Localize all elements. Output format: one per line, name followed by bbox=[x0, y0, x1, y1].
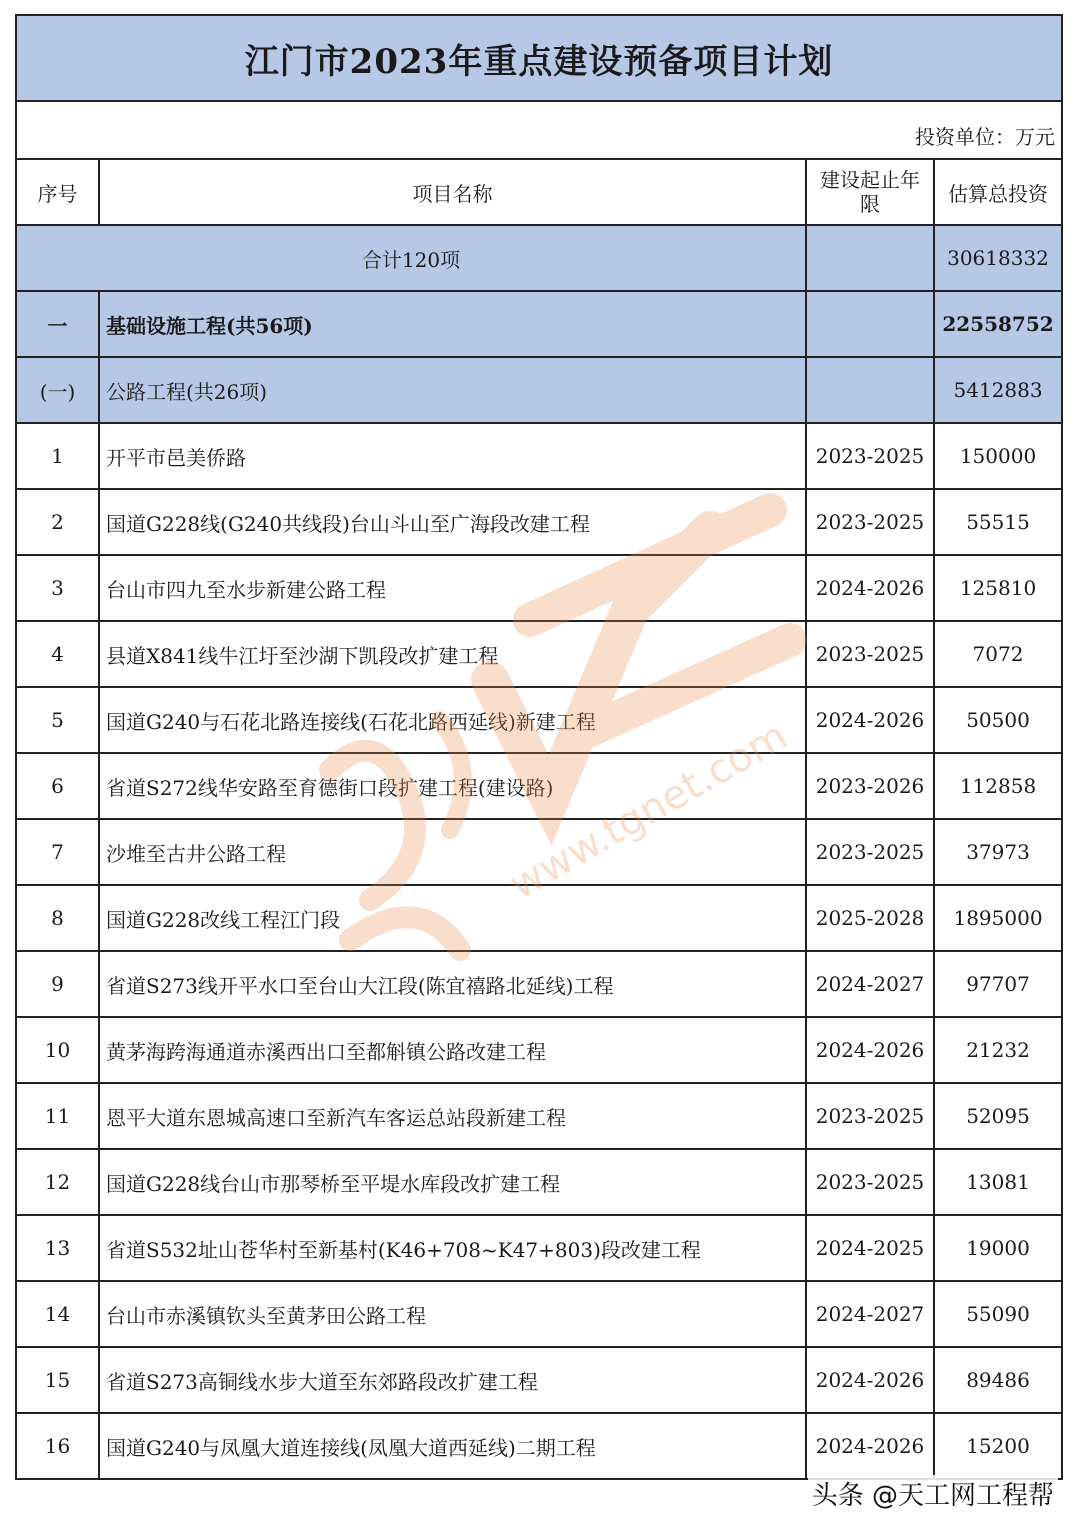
row-index: 7 bbox=[16, 819, 99, 885]
row-name: 国道G228线(G240共线段)台山斗山至广海段改建工程 bbox=[99, 489, 806, 555]
row-index: 3 bbox=[16, 555, 99, 621]
watermark-url: www.tgnet.com bbox=[502, 712, 796, 909]
row-period: 2024-2026 bbox=[806, 1347, 934, 1413]
row-investment: 89486 bbox=[934, 1347, 1062, 1413]
project-table bbox=[15, 14, 1063, 1480]
row-investment: 55515 bbox=[934, 489, 1062, 555]
total-label: 合计120项 bbox=[16, 225, 806, 291]
row-period: 2023-2025 bbox=[806, 819, 934, 885]
row-period: 2023-2025 bbox=[806, 621, 934, 687]
table-row bbox=[16, 951, 1062, 1017]
row-investment: 21232 bbox=[934, 1017, 1062, 1083]
section-name: 基础设施工程(共56项) bbox=[99, 291, 806, 357]
row-name: 国道G228线台山市那琴桥至平堤水库段改扩建工程 bbox=[99, 1149, 806, 1215]
row-period: 2024-2026 bbox=[806, 687, 934, 753]
row-name: 国道G240与石花北路连接线(石花北路西延线)新建工程 bbox=[99, 687, 806, 753]
table-row bbox=[16, 1281, 1062, 1347]
row-name: 省道S272线华安路至育德街口段扩建工程(建设路) bbox=[99, 753, 806, 819]
row-period: 2025-2028 bbox=[806, 885, 934, 951]
row-name: 台山市四九至水步新建公路工程 bbox=[99, 555, 806, 621]
row-period: 2023-2025 bbox=[806, 1083, 934, 1149]
table-row bbox=[16, 423, 1062, 489]
section-investment: 22558752 bbox=[934, 291, 1062, 357]
row-period: 2024-2026 bbox=[806, 555, 934, 621]
row-investment: 97707 bbox=[934, 951, 1062, 1017]
table-row bbox=[16, 621, 1062, 687]
plan-sheet bbox=[15, 14, 1061, 1480]
row-investment: 37973 bbox=[934, 819, 1062, 885]
row-name: 开平市邑美侨路 bbox=[99, 423, 806, 489]
row-investment: 13081 bbox=[934, 1149, 1062, 1215]
row-name: 县道X841线牛江圩至沙湖下凯段改扩建工程 bbox=[99, 621, 806, 687]
row-index: 5 bbox=[16, 687, 99, 753]
header-period: 建设起止年限 bbox=[806, 159, 934, 225]
row-investment: 19000 bbox=[934, 1215, 1062, 1281]
row-investment: 125810 bbox=[934, 555, 1062, 621]
header-investment: 估算总投资 bbox=[934, 159, 1062, 225]
table-row bbox=[16, 1083, 1062, 1149]
row-investment: 7072 bbox=[934, 621, 1062, 687]
row-investment: 112858 bbox=[934, 753, 1062, 819]
subsection-investment: 5412883 bbox=[934, 357, 1062, 423]
total-period bbox=[806, 225, 934, 291]
row-investment: 15200 bbox=[934, 1413, 1062, 1479]
row-name: 省道S273线开平水口至台山大江段(陈宜禧路北延线)工程 bbox=[99, 951, 806, 1017]
subsection-name: 公路工程(共26项) bbox=[99, 357, 806, 423]
row-name: 恩平大道东恩城高速口至新汽车客运总站段新建工程 bbox=[99, 1083, 806, 1149]
row-index: 9 bbox=[16, 951, 99, 1017]
row-name: 黄茅海跨海通道赤溪西出口至都斛镇公路改建工程 bbox=[99, 1017, 806, 1083]
row-investment: 50500 bbox=[934, 687, 1062, 753]
table-row bbox=[16, 885, 1062, 951]
header-index: 序号 bbox=[16, 159, 99, 225]
table-row bbox=[16, 1413, 1062, 1479]
total-investment: 30618332 bbox=[934, 225, 1062, 291]
subsection-period bbox=[806, 357, 934, 423]
row-period: 2024-2026 bbox=[806, 1413, 934, 1479]
row-index: 15 bbox=[16, 1347, 99, 1413]
title-row bbox=[16, 15, 1062, 101]
header-name: 项目名称 bbox=[99, 159, 806, 225]
row-index: 10 bbox=[16, 1017, 99, 1083]
table-row bbox=[16, 489, 1062, 555]
row-investment: 55090 bbox=[934, 1281, 1062, 1347]
table-row bbox=[16, 687, 1062, 753]
row-period: 2023-2025 bbox=[806, 423, 934, 489]
table-row bbox=[16, 555, 1062, 621]
row-name: 国道G228改线工程江门段 bbox=[99, 885, 806, 951]
page-title: 江门市2023年重点建设预备项目计划 bbox=[16, 15, 1062, 101]
row-index: 1 bbox=[16, 423, 99, 489]
row-index: 8 bbox=[16, 885, 99, 951]
table-row bbox=[16, 1347, 1062, 1413]
row-index: 12 bbox=[16, 1149, 99, 1215]
row-investment: 1895000 bbox=[934, 885, 1062, 951]
row-period: 2023-2025 bbox=[806, 1149, 934, 1215]
subsection-index: (一) bbox=[16, 357, 99, 423]
section-row bbox=[16, 291, 1062, 357]
unit-row bbox=[16, 101, 1062, 159]
section-period bbox=[806, 291, 934, 357]
header-row bbox=[16, 159, 1062, 225]
row-period: 2023-2025 bbox=[806, 489, 934, 555]
row-period: 2024-2025 bbox=[806, 1215, 934, 1281]
subsection-row bbox=[16, 357, 1062, 423]
total-row bbox=[16, 225, 1062, 291]
table-row bbox=[16, 819, 1062, 885]
row-name: 省道S273高铜线水步大道至东郊路段改扩建工程 bbox=[99, 1347, 806, 1413]
row-name: 国道G240与凤凰大道连接线(凤凰大道西延线)二期工程 bbox=[99, 1413, 806, 1479]
row-period: 2024-2026 bbox=[806, 1017, 934, 1083]
table-row bbox=[16, 1215, 1062, 1281]
row-investment: 150000 bbox=[934, 423, 1062, 489]
row-period: 2024-2027 bbox=[806, 1281, 934, 1347]
row-period: 2024-2027 bbox=[806, 951, 934, 1017]
table-row bbox=[16, 1017, 1062, 1083]
row-index: 11 bbox=[16, 1083, 99, 1149]
unit-label: 投资单位：万元 bbox=[16, 101, 1062, 159]
footer-tag: 头条 @天工网工程帮 bbox=[808, 1475, 1058, 1512]
table-row bbox=[16, 1149, 1062, 1215]
row-index: 2 bbox=[16, 489, 99, 555]
row-name: 省道S532址山苍华村至新基村(K46+708~K47+803)段改建工程 bbox=[99, 1215, 806, 1281]
row-period: 2023-2026 bbox=[806, 753, 934, 819]
row-index: 13 bbox=[16, 1215, 99, 1281]
row-investment: 52095 bbox=[934, 1083, 1062, 1149]
row-index: 14 bbox=[16, 1281, 99, 1347]
row-index: 4 bbox=[16, 621, 99, 687]
table-row bbox=[16, 753, 1062, 819]
row-index: 16 bbox=[16, 1413, 99, 1479]
section-index: 一 bbox=[16, 291, 99, 357]
row-name: 沙堆至古井公路工程 bbox=[99, 819, 806, 885]
row-index: 6 bbox=[16, 753, 99, 819]
row-name: 台山市赤溪镇钦头至黄茅田公路工程 bbox=[99, 1281, 806, 1347]
